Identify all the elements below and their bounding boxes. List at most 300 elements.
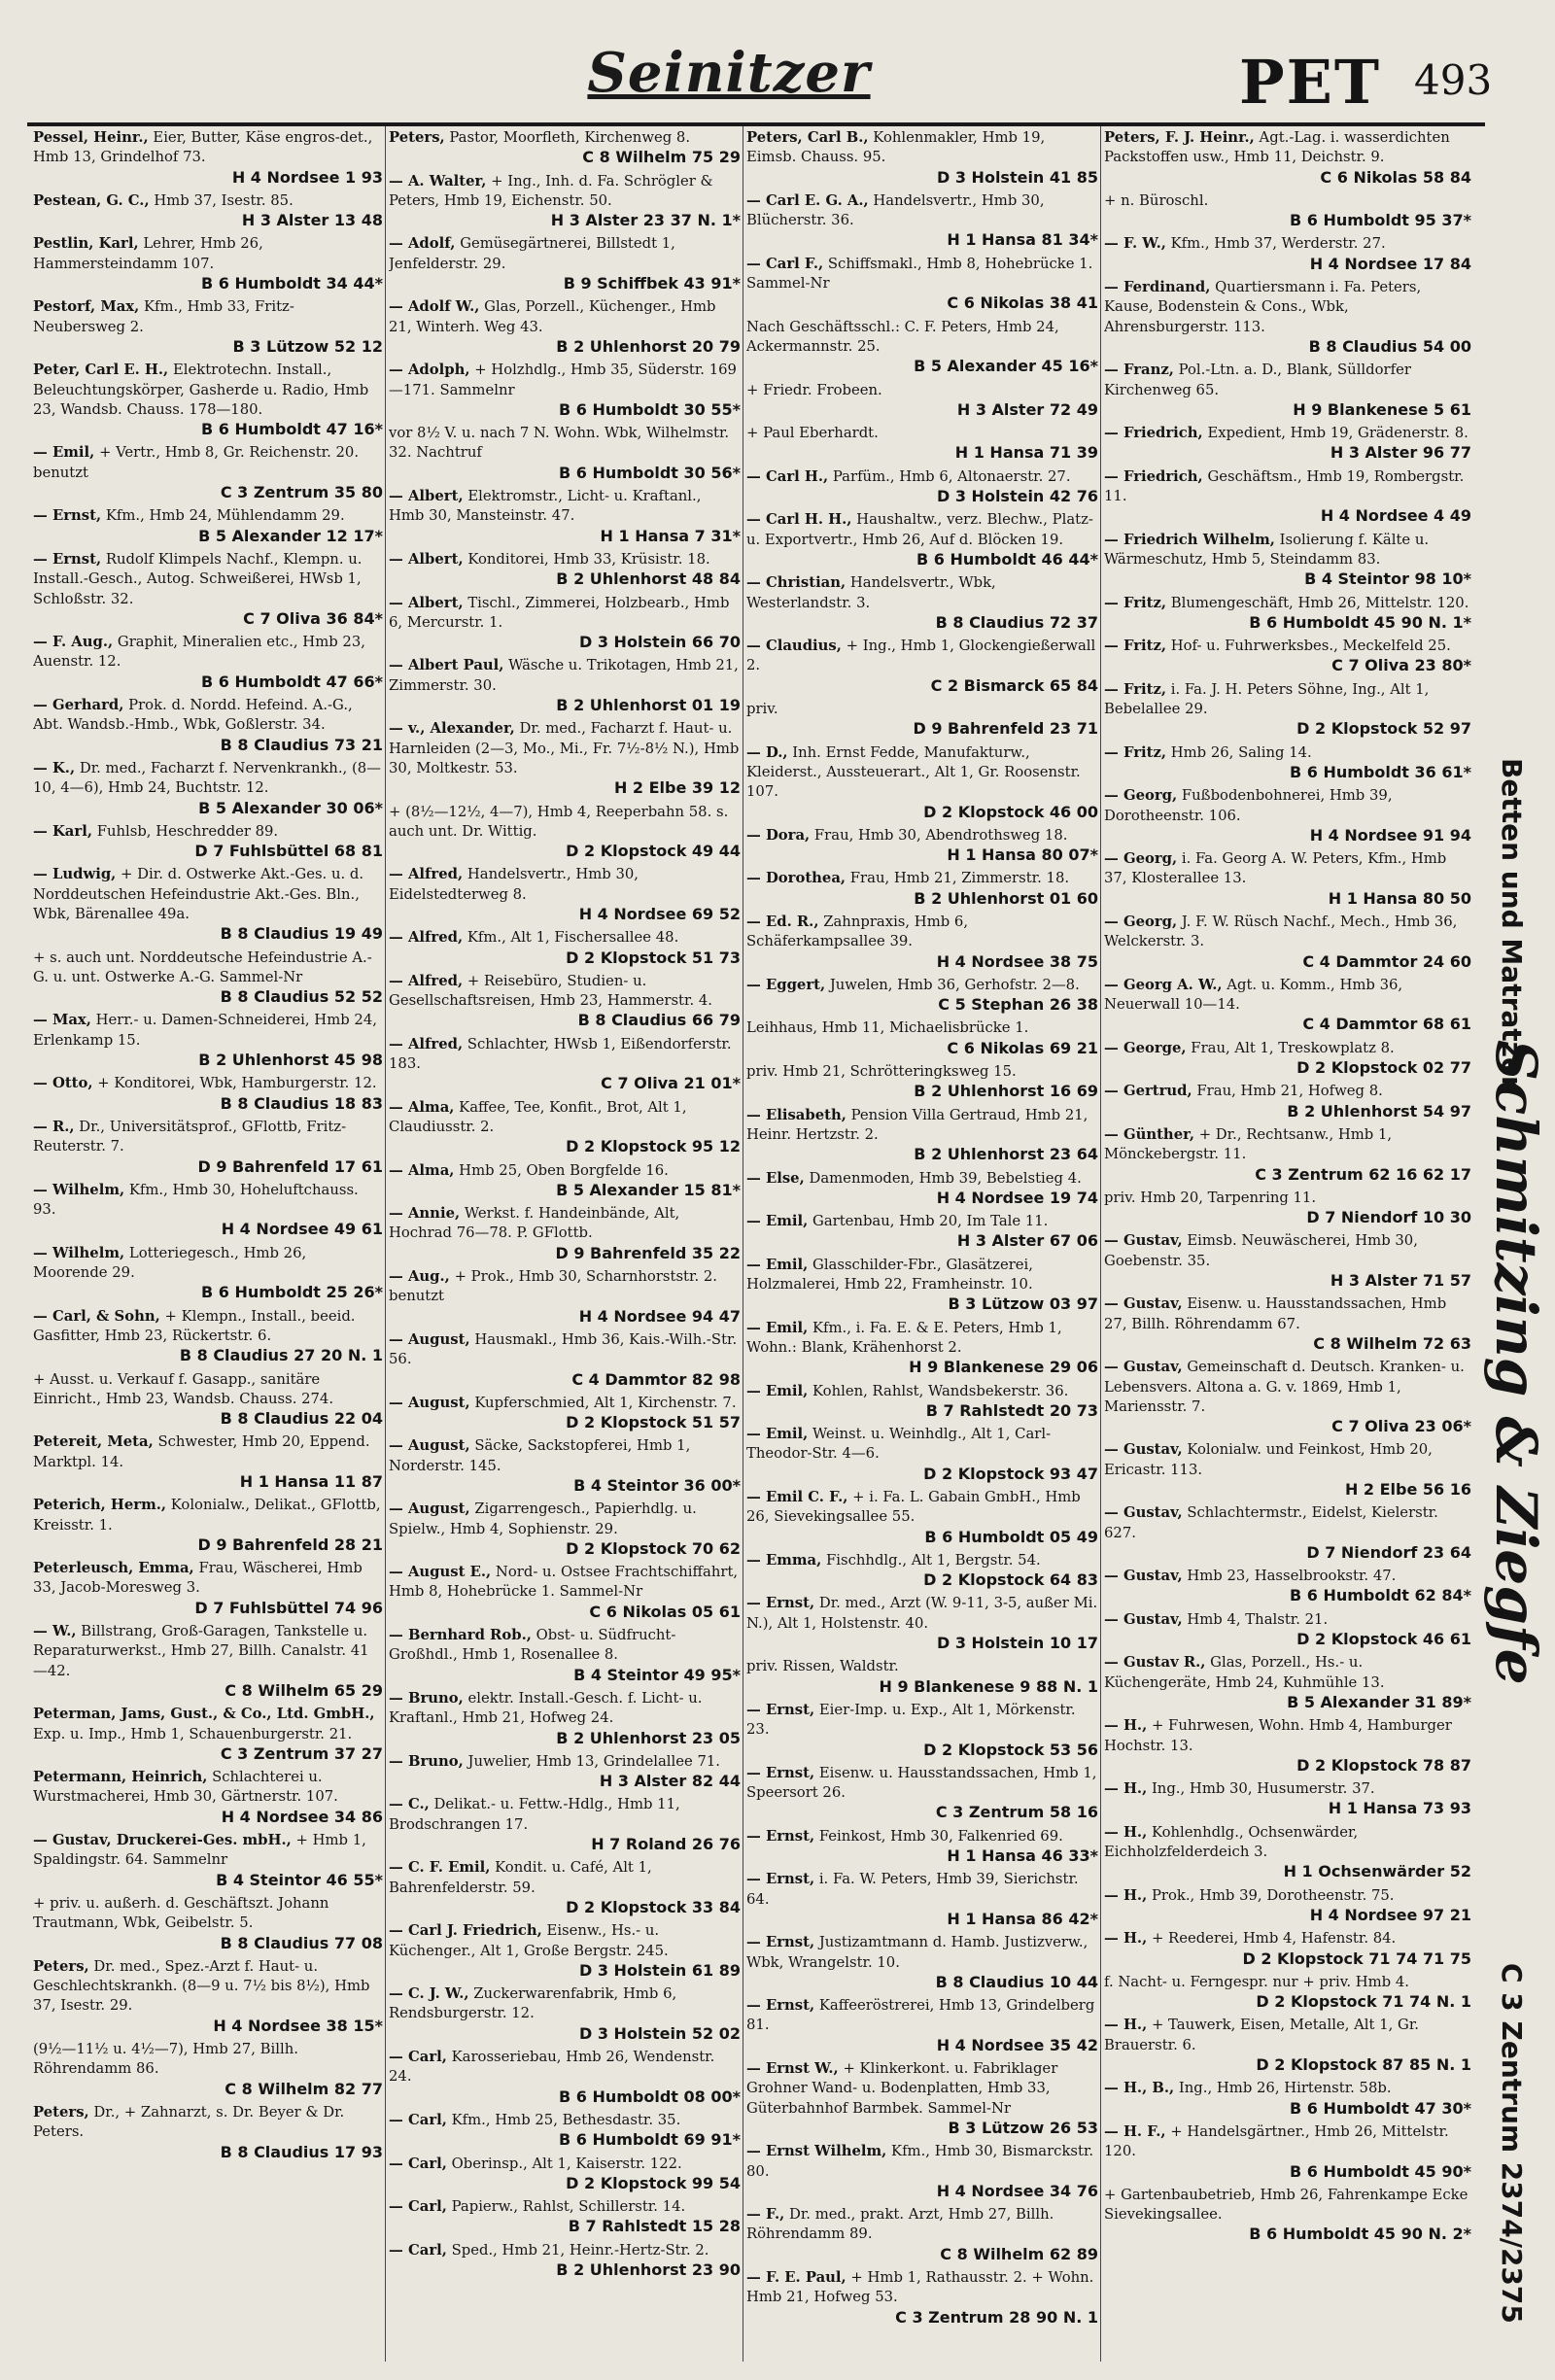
directory-entry xyxy=(1104,1973,1471,2013)
directory-entry xyxy=(1104,278,1471,357)
entry-phone: D 2 Klopstock 99 54 xyxy=(566,2173,741,2192)
entry-name: — Alma, xyxy=(389,1161,455,1179)
directory-entry xyxy=(1104,1358,1471,1436)
entry-detail: + Holzhdlg., Hmb 35, Süderstr. 169—171. Sammelnr xyxy=(389,362,737,398)
directory-entry xyxy=(389,234,741,293)
directory-entry xyxy=(389,1436,741,1496)
entry-phone: B 8 Claudius 22 04 xyxy=(220,1409,383,1429)
entry-detail: + i. Fa. L. Gabain GmbH., Hmb 26, Sievekingsallee 55. xyxy=(746,1489,1081,1526)
entry-name: — Aug., xyxy=(389,1268,450,1286)
entry-phone: H 7 Roland 26 76 xyxy=(591,1835,741,1854)
directory-entry xyxy=(746,1256,1098,1315)
entry-detail: + Dr., Rechtsanw., Hmb 1, Mönckebergstr. 11. xyxy=(1104,1125,1393,1163)
entry-detail: Schlachter, HWsb 1, Eißendorferstr. 183. xyxy=(389,1035,732,1073)
directory-entry xyxy=(33,949,383,1008)
entry-phone: D 9 Bahrenfeld 35 22 xyxy=(555,1243,741,1262)
entry-phone: B 4 Steintor 46 55* xyxy=(216,1870,383,1889)
entry-phone: D 2 Klopstock 53 56 xyxy=(923,1740,1098,1759)
directory-entry xyxy=(389,361,741,420)
directory-entry xyxy=(1104,1082,1471,1121)
entry-phone: C 4 Dammtor 68 61 xyxy=(1302,1015,1471,1034)
entry-name: — C. F. Emil, xyxy=(389,1859,491,1877)
entry-phone: B 6 Humboldt 45 90 N. 2* xyxy=(1249,2225,1471,2244)
directory-entry xyxy=(389,865,741,924)
entry-name: — Otto, xyxy=(33,1075,93,1092)
entry-phone: D 2 Klopstock 51 73 xyxy=(566,948,741,967)
directory-entry xyxy=(746,1594,1098,1653)
entry-detail: Glas, Porzell., Küchenger., Hmb 21, Winterh. Weg 43. xyxy=(389,298,716,335)
entry-name: — August, xyxy=(389,1394,470,1411)
directory-entry xyxy=(389,1626,741,1685)
entry-name: — Gustav, xyxy=(1104,1441,1183,1459)
entry-name: — F. W., xyxy=(1104,235,1166,253)
entry-name: Peterleusch, Emma, xyxy=(33,1560,194,1577)
entry-detail: Frau, Alt 1, Treskowplatz 8. xyxy=(1191,1039,1395,1056)
entry-name: — Bruno, xyxy=(389,1752,464,1770)
entry-name: — Ernst, xyxy=(33,550,102,568)
page-title: PET xyxy=(1239,47,1382,118)
entry-phone: B 4 Steintor 36 00* xyxy=(573,1476,741,1495)
entry-name: — C., xyxy=(389,1796,430,1813)
directory-entry xyxy=(746,1319,1098,1378)
entry-detail: Karosseriebau, Hmb 26, Wendenstr. 24. xyxy=(389,2049,715,2086)
entry-detail: Juwelier, Hmb 13, Grindelallee 71. xyxy=(467,1752,720,1770)
entry-detail: Frau, Hmb 30, Abendrothsweg 18. xyxy=(813,826,1068,844)
entry-detail: Ing., Hmb 26, Hirtenstr. 58b. xyxy=(1178,2080,1392,2097)
directory-entry xyxy=(389,1330,741,1390)
entry-phone: H 4 Nordsee 17 84 xyxy=(1309,254,1471,273)
directory-entry xyxy=(746,1382,1098,1422)
directory-entry xyxy=(1104,1231,1471,1291)
entry-detail: Handelsvertr., Hmb 30, Blücherstr. 36. xyxy=(746,191,1045,229)
entry-phone: H 3 Alster 82 44 xyxy=(599,1772,741,1791)
entry-detail: Leihhaus, Hmb 11, Michaelisbrücke 1. xyxy=(746,1019,1029,1037)
entry-phone: H 9 Blankenese 9 88 N. 1 xyxy=(879,1676,1098,1696)
entry-name: — Carl, xyxy=(389,2111,447,2128)
directory-entry xyxy=(746,573,1098,633)
directory-entry xyxy=(746,2142,1098,2201)
entry-name: — Carl H. H., xyxy=(746,511,852,529)
entry-phone: H 4 Nordsee 38 75 xyxy=(936,951,1098,971)
entry-detail: + Klinkerkont. u. Fabriklager Grohner Wand- u. Bodenplatten, Hmb 33, Güterbahnhof Barmbek. Sammel-Nr xyxy=(746,2060,1058,2117)
entry-detail: Fuhlsb, Heschredder 89. xyxy=(96,822,279,840)
entry-name: — H., B., xyxy=(1104,2080,1175,2097)
entry-detail: Billstrang, Groß-Garagen, Tankstelle u. Reparaturwerkst., Hmb 27, Billh. Canalstr. 41—42. xyxy=(33,1623,369,1679)
directory-entry xyxy=(746,1996,1098,2055)
entry-detail: Isolierung f. Kälte u. Wärmeschutz, Hmb 5, Steindamm 83. xyxy=(1104,531,1430,568)
entry-name: — Gerhard, xyxy=(33,697,124,714)
directory-entry xyxy=(746,700,1098,740)
entry-name: — F. Aug., xyxy=(33,634,114,651)
entry-name: — H., xyxy=(1104,1886,1148,1904)
entry-detail: Justizamtmann d. Hamb. Justizverw., Wbk, Wrangelstr. 10. xyxy=(746,1934,1088,1971)
directory-entry xyxy=(1104,637,1471,676)
entry-name: — Emil, xyxy=(746,1213,809,1230)
entry-name: — W., xyxy=(33,1623,77,1640)
entry-phone: B 2 Uhlenhorst 54 97 xyxy=(1287,1101,1471,1121)
entry-phone: D 2 Klopstock 46 00 xyxy=(923,802,1098,821)
entry-detail: Herr.- u. Damen-Schneiderei, Hmb 24, Erlenkamp 15. xyxy=(33,1012,377,1049)
entry-phone: H 1 Ochsenwärder 52 xyxy=(1283,1862,1471,1881)
directory-entry xyxy=(746,1212,1098,1252)
directory-entry xyxy=(33,506,383,546)
entry-detail: Inh. Ernst Fedde, Manufakturw., Kleiderst., Aussteuerart., Alt 1, Gr. Roosenstr. 107. xyxy=(746,743,1081,801)
directory-entry xyxy=(1104,1294,1471,1354)
entry-detail: Eisenw. u. Hausstandssachen, Hmb 27, Billh. Röhrendamm 67. xyxy=(1104,1295,1447,1332)
directory-entry xyxy=(389,1858,741,1917)
entry-phone: C 6 Nikolas 38 41 xyxy=(947,293,1098,313)
directory-entry xyxy=(33,633,383,692)
entry-name: Peters, xyxy=(389,129,445,146)
entry-phone: B 5 Alexander 12 17* xyxy=(198,526,383,545)
directory-entry xyxy=(389,2155,741,2194)
entry-detail: + s. auch unt. Norddeutsche Hefeindustrie A.-G. u. unt. Ostwerke A.-G. Sammel-Nr xyxy=(33,949,372,985)
directory-entry xyxy=(33,1559,383,1618)
entry-phone: H 4 Nordsee 4 49 xyxy=(1320,506,1471,526)
entry-detail: Hausmakl., Hmb 36, Kais.-Wilh.-Str. 56. xyxy=(389,1330,738,1368)
directory-entry xyxy=(1104,2186,1471,2245)
entry-detail: J. F. W. Rüsch Nachf., Mech., Hmb 36, Welckerstr. 3. xyxy=(1104,913,1458,950)
entry-phone: H 1 Hansa 11 87 xyxy=(239,1472,383,1491)
header-rule xyxy=(27,122,1485,126)
entry-phone: C 7 Oliva 23 06* xyxy=(1331,1417,1471,1436)
directory-entry xyxy=(1104,1823,1471,1882)
directory-entry xyxy=(1104,1886,1471,1926)
directory-entry xyxy=(389,594,741,653)
entry-detail: Oberinsp., Alt 1, Kaiserstr. 122. xyxy=(451,2155,682,2172)
entry-phone: C 7 Oliva 21 01* xyxy=(601,1074,741,1093)
entry-name: — H., xyxy=(1104,2017,1148,2034)
entry-name: — August E., xyxy=(389,1564,492,1581)
directory-entry xyxy=(746,1827,1098,1867)
entry-phone: C 4 Dammtor 24 60 xyxy=(1302,951,1471,971)
entry-name: — Adolph, xyxy=(389,362,470,379)
column-2 xyxy=(389,128,741,2363)
entry-detail: + priv. u. außerh. d. Geschäftszt. Johann Trautmann, Wbk, Geibelstr. 5. xyxy=(33,1894,329,1932)
directory-entry xyxy=(1104,467,1471,527)
entry-name: — R., xyxy=(33,1118,75,1135)
directory-entry xyxy=(33,1768,383,1827)
directory-entry xyxy=(33,1432,383,1492)
entry-phone: H 4 Nordsee 69 52 xyxy=(578,904,741,923)
entry-name: — Carl H., xyxy=(746,467,829,485)
directory-entry xyxy=(746,1764,1098,1823)
entry-phone: B 7 Rahlstedt 15 28 xyxy=(568,2217,741,2236)
entry-detail: Haushaltw., verz. Blechw., Platz- u. Exportvertr., Hmb 26, Auf d. Blöcken 19. xyxy=(746,511,1093,548)
entry-name: — Wilhelm, xyxy=(33,1181,125,1198)
entry-phone: D 3 Holstein 61 89 xyxy=(579,1960,741,1980)
entry-phone: C 8 Wilhelm 62 89 xyxy=(940,2244,1098,2263)
entry-phone: H 4 Nordsee 34 76 xyxy=(936,2181,1098,2200)
entry-name: Petermann, Heinrich, xyxy=(33,1769,208,1786)
entry-detail: Kfm., Hmb 37, Werderstr. 27. xyxy=(1170,235,1386,253)
entry-name: — Friedrich, xyxy=(1104,425,1203,442)
entry-detail: (9½—11½ u. 4½—7), Hmb 27, Billh. Röhrendamm 86. xyxy=(33,2041,298,2078)
entry-detail: Rudolf Klimpels Nachf., Klempn. u. Install.-Gesch., Autog. Schweißerei, HWsb 1, Schloßstr. 32. xyxy=(33,550,363,607)
entry-name: — Alfred, xyxy=(389,866,464,883)
directory-entry xyxy=(389,972,741,1031)
entry-detail: Kohlenhdlg., Ochsenwärder, Eichholzfelderdeich 3. xyxy=(1104,1823,1359,1861)
entry-detail: Expedient, Hmb 19, Grädenerstr. 8. xyxy=(1207,425,1469,442)
directory-entry xyxy=(1104,1440,1471,1500)
entry-detail: Juwelen, Hmb 36, Gerhofstr. 2—8. xyxy=(829,976,1080,993)
entry-name: — H., xyxy=(1104,1823,1148,1841)
entry-name: — H. F., xyxy=(1104,2122,1166,2140)
entry-phone: H 3 Alster 71 57 xyxy=(1330,1271,1471,1291)
entry-phone: B 8 Claudius 10 44 xyxy=(935,1972,1098,1991)
directory-entry xyxy=(1104,849,1471,909)
entry-detail: + (8½—12½, 4—7), Hmb 4, Reeperbahn 58. s. auch unt. Dr. Wittig. xyxy=(389,803,729,840)
entry-phone: H 3 Alster 72 49 xyxy=(956,399,1098,419)
entry-detail: Frau, Hmb 21, Hofweg 8. xyxy=(1196,1083,1383,1100)
entry-name: — Ludwig, xyxy=(33,866,117,883)
directory-entry xyxy=(33,2040,383,2099)
directory-entry xyxy=(746,826,1098,866)
directory-entry xyxy=(1104,913,1471,972)
entry-phone: D 2 Klopstock 93 47 xyxy=(923,1464,1098,1483)
entry-name: — Carl J. Friedrich, xyxy=(389,1922,542,1940)
entry-detail: Eier, Butter, Käse engros-det., Hmb 13, Grindelhof 73. xyxy=(33,129,373,166)
directory-entry xyxy=(33,361,383,439)
entry-detail: Pastor, Moorfleth, Kirchenweg 8. xyxy=(449,129,691,146)
directory-entry xyxy=(33,1705,383,1764)
entry-detail: + Handelsgärtner., Hmb 26, Mittelstr. 120. xyxy=(1104,2122,1449,2160)
entry-phone: H 4 Nordsee 49 61 xyxy=(221,1220,383,1239)
directory-entry xyxy=(33,759,383,818)
entry-name: — Gertrud, xyxy=(1104,1083,1192,1100)
entry-name: — Gustav, xyxy=(1104,1610,1183,1628)
entry-detail: Ing., Hmb 30, Husumerstr. 37. xyxy=(1151,1780,1375,1798)
entry-phone: D 2 Klopstock 78 87 xyxy=(1296,1755,1471,1775)
directory-entry xyxy=(746,424,1098,464)
entry-detail: Dr., + Zahnarzt, s. Dr. Beyer & Dr. Peters. xyxy=(33,2103,345,2141)
entry-phone: C 3 Zentrum 35 80 xyxy=(220,483,383,502)
entry-name: — Ernst, xyxy=(746,1997,815,2015)
entry-phone: D 3 Holstein 10 17 xyxy=(937,1634,1098,1653)
directory-entry xyxy=(33,234,383,293)
entry-phone: D 9 Bahrenfeld 17 61 xyxy=(197,1156,383,1176)
entry-name: — Gustav, xyxy=(1104,1504,1183,1522)
entry-name: — A. Walter, xyxy=(389,172,487,190)
entry-phone: H 4 Nordsee 91 94 xyxy=(1309,825,1471,845)
entry-name: — Emil, xyxy=(746,1256,809,1273)
entry-name: — Emil C. F., xyxy=(746,1489,848,1505)
entry-detail: Dr. med., Spez.-Arzt f. Haut- u. Geschlechtskrankh. (8—9 u. 7½ bis 8½), Hmb 37, Isestr. 29. xyxy=(33,1957,370,2015)
entry-detail: Prok. d. Nordd. Hefeind. A.-G., Abt. Wandsb.-Hmb., Wbk, Goßlerstr. 34. xyxy=(33,697,353,734)
entry-name: Peterman, Jams, Gust., & Co., Ltd. GmbH., xyxy=(33,1706,375,1723)
entry-phone: H 1 Hansa 80 07* xyxy=(947,845,1098,865)
entry-detail: Fischhdlg., Alt 1, Bergstr. 54. xyxy=(826,1551,1041,1569)
directory-entry xyxy=(389,928,741,968)
entry-detail: Blumengeschäft, Hmb 26, Mittelstr. 120. xyxy=(1170,594,1469,611)
entry-detail: + Fuhrwesen, Wohn. Hmb 4, Hamburger Hochstr. 13. xyxy=(1104,1717,1452,1754)
directory-entry xyxy=(33,191,383,231)
entry-phone: C 8 Wilhelm 72 63 xyxy=(1313,1333,1471,1353)
directory-entry xyxy=(389,2241,741,2281)
entry-phone: B 2 Uhlenhorst 20 79 xyxy=(556,336,741,356)
side-advertisement xyxy=(1471,758,1555,2324)
entry-detail: Dr. med., Facharzt f. Haut- u. Harnleiden (2—3, Mo., Mi., Fr. 7½-8½ N.), Hmb 30, Moltkestr. 53. xyxy=(389,720,740,776)
entry-name: — Dorothea, xyxy=(746,870,847,887)
directory-entry xyxy=(746,1701,1098,1760)
entry-name: Peters, Carl B., xyxy=(746,129,869,146)
entry-phone: B 2 Uhlenhorst 23 64 xyxy=(914,1145,1098,1164)
directory-entry xyxy=(1104,1779,1471,1819)
directory-entry xyxy=(389,1795,741,1854)
entry-phone: H 1 Hansa 71 39 xyxy=(954,443,1098,463)
directory-entry xyxy=(1104,1125,1471,1185)
entry-detail: Gartenbau, Hmb 20, Im Tale 11. xyxy=(812,1213,1049,1230)
directory-entry xyxy=(389,1689,741,1748)
directory-entry xyxy=(33,1244,383,1303)
directory-entry xyxy=(746,1062,1098,1102)
entry-detail: + n. Büroschl. xyxy=(1104,191,1209,209)
entry-name: — Ernst Wilhelm, xyxy=(746,2143,887,2160)
entry-detail: Dr., Universitätsprof., GFlottb, Fritz-Reuterstr. 7. xyxy=(33,1118,347,1156)
entry-phone: H 3 Alster 67 06 xyxy=(956,1231,1098,1251)
entry-phone: B 6 Humboldt 69 91* xyxy=(559,2130,741,2150)
entry-phone: H 4 Nordsee 97 21 xyxy=(1309,1905,1471,1924)
directory-entry xyxy=(389,1204,741,1263)
entry-phone: D 2 Klopstock 64 83 xyxy=(923,1570,1098,1590)
entry-phone: H 3 Alster 96 77 xyxy=(1330,443,1471,463)
directory-entry xyxy=(33,865,383,944)
entry-detail: Kohlenmakler, Hmb 19, Eimsb. Chauss. 95. xyxy=(746,129,1046,166)
entry-phone: B 5 Alexander 31 89* xyxy=(1287,1692,1471,1711)
directory-entry xyxy=(1104,743,1471,783)
entry-phone: D 2 Klopstock 49 44 xyxy=(566,842,741,861)
directory-entry xyxy=(33,2103,383,2162)
entry-name: — Fritz, xyxy=(1104,638,1166,655)
entry-name: — Franz, xyxy=(1104,362,1174,379)
entry-name: — Fritz, xyxy=(1104,743,1166,761)
entry-name: — Alfred, xyxy=(389,972,464,989)
entry-phone: B 6 Humboldt 30 56* xyxy=(559,463,741,482)
entry-phone: H 4 Nordsee 38 15* xyxy=(213,2016,383,2035)
entry-name: — Georg, xyxy=(1104,787,1178,805)
entry-detail: Glas, Porzell., Hs.- u. Küchengeräte, Hmb 24, Kuhmühle 13. xyxy=(1104,1654,1385,1691)
entry-name: — Alfred, xyxy=(389,1035,464,1052)
entry-phone: C 2 Bismarck 65 84 xyxy=(930,675,1098,695)
entry-name: — Emil, xyxy=(746,1319,809,1336)
entry-phone: D 2 Klopstock 95 12 xyxy=(566,1137,741,1156)
entry-detail: Kolonialw. und Feinkost, Hmb 20, Ericastr. 113. xyxy=(1104,1441,1433,1478)
directory-entry xyxy=(746,128,1098,188)
entry-name: — Annie, xyxy=(389,1205,461,1223)
directory-entry xyxy=(33,1831,383,1890)
directory-entry xyxy=(33,1894,383,1953)
entry-detail: + Klempn., Install., beeid. Gasfitter, Hmb 23, Rückertstr. 6. xyxy=(33,1307,356,1344)
column-1 xyxy=(33,128,383,2363)
entry-phone: D 9 Bahrenfeld 28 21 xyxy=(197,1535,383,1554)
entry-phone: H 1 Hansa 46 33* xyxy=(947,1846,1098,1866)
entry-phone: H 1 Hansa 7 31* xyxy=(600,526,741,545)
entry-phone: B 8 Claudius 19 49 xyxy=(220,924,383,944)
entry-detail: Kfm., Hmb 24, Mühlendamm 29. xyxy=(105,507,345,525)
entry-name: — Gustav, xyxy=(1104,1568,1183,1585)
entry-phone: B 6 Humboldt 30 55* xyxy=(559,399,741,419)
entry-name: — August, xyxy=(389,1437,470,1455)
entry-name: — Christian, xyxy=(746,574,847,592)
entry-detail: + Ausst. u. Verkauf f. Gasapp., sanitäre Einricht., Hmb 23, Wandsb. Chauss. 274. xyxy=(33,1370,334,1407)
directory-entry xyxy=(746,637,1098,696)
entry-name: — Albert, xyxy=(389,594,464,611)
directory-entry xyxy=(389,1035,741,1094)
entry-detail: i. Fa. J. H. Peters Söhne, Ing., Alt 1, Bebelallee 29. xyxy=(1104,680,1430,718)
entry-name: — H., xyxy=(1104,1930,1148,1948)
directory-entry xyxy=(1104,2122,1471,2182)
entry-detail: Eimsb. Neuwäscherei, Hmb 30, Goebenstr. 35. xyxy=(1104,1232,1418,1269)
entry-phone: C 8 Wilhelm 82 77 xyxy=(225,2079,383,2098)
directory-entry xyxy=(1104,594,1471,634)
directory-entry xyxy=(33,822,383,862)
entry-detail: + Tauwerk, Eisen, Metalle, Alt 1, Gr. Brauerstr. 6. xyxy=(1104,2017,1419,2053)
entry-phone: B 6 Humboldt 47 16* xyxy=(201,420,383,439)
entry-name: — Ernst, xyxy=(746,1764,815,1781)
directory-entry xyxy=(1104,1503,1471,1563)
directory-entry xyxy=(33,128,383,188)
entry-name: Pestean, G. C., xyxy=(33,191,150,209)
directory-entry xyxy=(389,1267,741,1327)
entry-phone: H 3 Alster 13 48 xyxy=(241,211,383,230)
entry-phone: B 8 Claudius 66 79 xyxy=(577,1011,741,1030)
entry-phone: B 3 Lützow 52 12 xyxy=(232,336,383,356)
entry-phone: B 8 Claudius 77 08 xyxy=(220,1933,383,1952)
directory-entry xyxy=(746,191,1098,251)
entry-detail: Elektrotechn. Install., Beleuchtungskörper, Gasherde u. Radio, Hmb 23, Wandsb. Chauss. 178—180. xyxy=(33,362,369,418)
entry-name: — v., Alexander, xyxy=(389,720,515,738)
directory-entry xyxy=(746,381,1098,421)
entry-name: — Elisabeth, xyxy=(746,1106,847,1123)
entry-detail: Kolonialw., Delikat., GFlottb, Kreisstr. 1. xyxy=(33,1497,381,1534)
entry-detail: + Reisebüro, Studien- u. Gesellschaftsreisen, Hmb 23, Hammerstr. 4. xyxy=(389,972,712,1010)
entry-phone: B 6 Humboldt 47 66* xyxy=(201,672,383,691)
entry-phone: B 3 Lützow 26 53 xyxy=(948,2118,1098,2137)
entry-name: — Ernst, xyxy=(746,1701,815,1718)
entry-name: — Ernst, xyxy=(746,1595,815,1612)
directory-entry xyxy=(746,1425,1098,1484)
directory-entry xyxy=(1104,234,1471,274)
directory-entry xyxy=(389,1921,741,1981)
entry-phone: D 7 Fuhlsbüttel 74 96 xyxy=(194,1598,383,1617)
entry-phone: B 7 Rahlstedt 20 73 xyxy=(925,1400,1098,1420)
entry-name: — Claudius, xyxy=(746,638,842,655)
entry-phone: D 7 Niendorf 10 30 xyxy=(1306,1208,1471,1227)
entry-name: — Else, xyxy=(746,1169,805,1187)
entry-phone: B 5 Alexander 15 81* xyxy=(556,1180,741,1199)
entry-phone: B 9 Schiffbek 43 91* xyxy=(563,274,741,293)
entry-detail: Hof- u. Fuhrwerksbes., Meckelfeld 25. xyxy=(1170,638,1451,655)
directory-entry xyxy=(1104,1610,1471,1650)
entry-detail: Schlachtermstr., Eidelst, Kielerstr. 627. xyxy=(1104,1504,1438,1541)
entry-detail: Schiffsmakl., Hmb 8, Hohebrücke 1. Sammel-Nr xyxy=(746,255,1093,293)
entry-phone: C 7 Oliva 36 84* xyxy=(243,608,383,628)
entry-detail: Kohlen, Rahlst, Wandsbekerstr. 36. xyxy=(812,1382,1069,1399)
entry-name: — Carl, xyxy=(389,2049,447,2066)
directory-entry xyxy=(746,1933,1098,1992)
entry-detail: priv. xyxy=(746,701,778,718)
directory-entry xyxy=(33,1307,383,1366)
entry-detail: priv. Rissen, Waldstr. xyxy=(746,1658,899,1675)
directory-entry xyxy=(746,255,1098,314)
entry-detail: Kaffeeröstrerei, Hmb 13, Grindelberg 81. xyxy=(746,1997,1095,2034)
directory-entry xyxy=(1104,191,1471,231)
entry-phone: B 2 Uhlenhorst 16 69 xyxy=(914,1082,1098,1101)
directory-entry xyxy=(746,1106,1098,1165)
entry-detail: Eier-Imp. u. Exp., Alt 1, Mörkenstr. 23. xyxy=(746,1701,1076,1739)
entry-detail: Handelsvertr., Wbk, Westerlandstr. 3. xyxy=(746,574,996,611)
entry-name: — Ed. R., xyxy=(746,913,819,930)
